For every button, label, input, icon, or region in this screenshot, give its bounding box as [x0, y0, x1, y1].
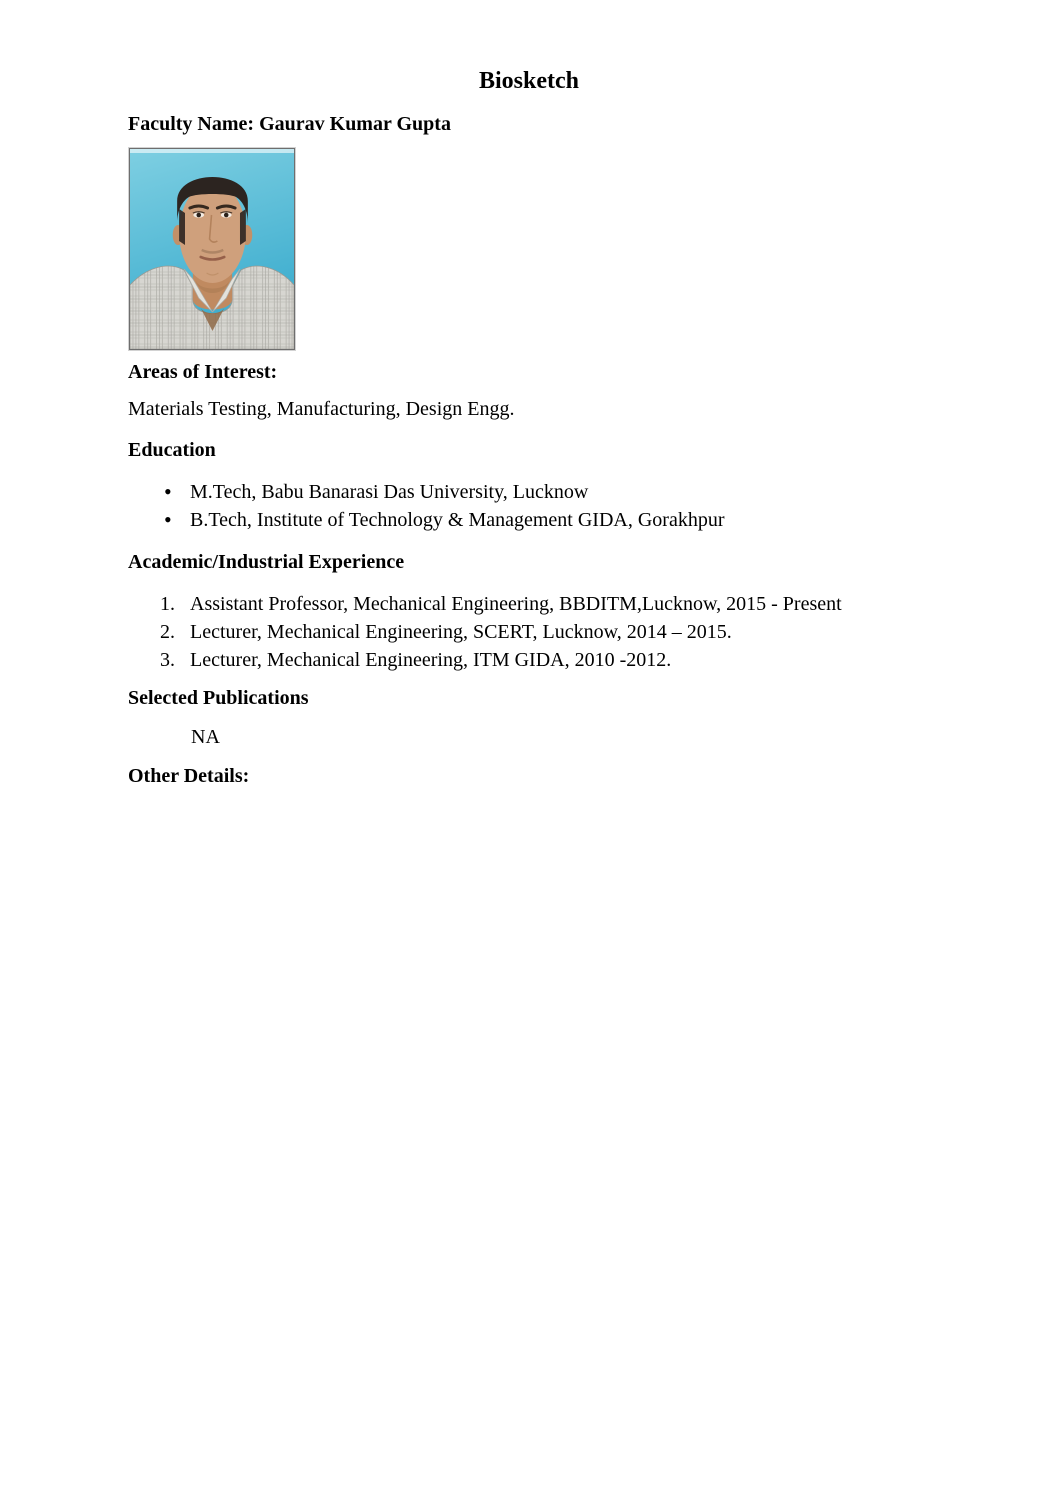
education-item-2: • B.Tech, Institute of Technology & Management GIDA, Gorakhpur — [190, 506, 724, 534]
experience-list — [128, 590, 842, 674]
experience-heading: Academic/Industrial Experience — [128, 551, 405, 573]
page-title: Biosketch — [478, 68, 579, 94]
experience-item-3: Lecturer, Mechanical Engineering, ITM GIDA, 2010 -2012. — [190, 649, 672, 671]
other-details-heading: Other Details: — [128, 765, 250, 787]
education-item-1: • M.Tech, Babu Banarasi Das University, Lucknow — [190, 478, 724, 506]
publications-text: NA — [191, 726, 220, 748]
areas-of-interest-heading: Areas of Interest: — [128, 361, 278, 383]
experience-item-1: Assistant Professor, Mechanical Engineering, BBDITM,Lucknow, 2015 - Present — [190, 593, 842, 615]
faculty-photo — [129, 148, 295, 350]
publications-heading: Selected Publications — [128, 687, 309, 709]
faculty-name-line: Faculty Name: Gaurav Kumar Gupta — [128, 113, 451, 135]
education-heading: Education — [128, 439, 216, 461]
experience-item-2: Lecturer, Mechanical Engineering, SCERT, Lucknow, 2014 – 2015. — [190, 621, 732, 643]
areas-of-interest-text: Materials Testing, Manufacturing, Design Engg. — [128, 398, 515, 420]
faculty-portrait-illustration — [130, 149, 294, 349]
education-list — [128, 478, 724, 534]
